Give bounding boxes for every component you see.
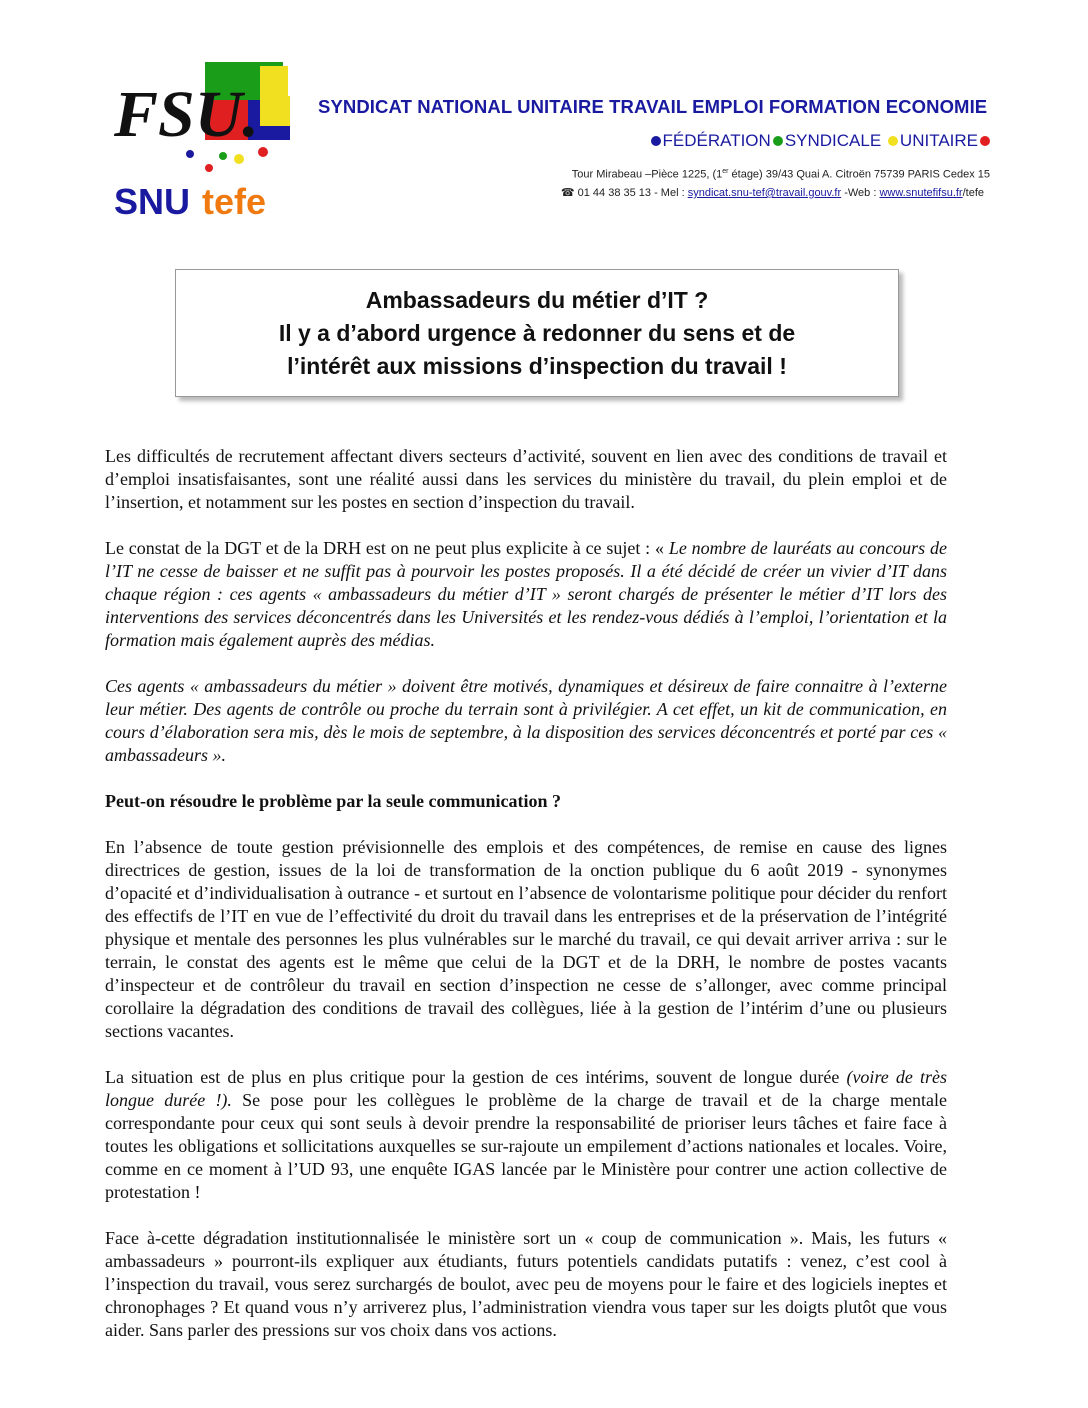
title-line-3: l’intérêt aux missions d’inspection du travail !: [287, 352, 787, 379]
contact-line: [561, 186, 984, 199]
postal-address: Tour Mirabeau –Pièce 1225, (1er étage) 39/43 Quai A. Citroën 75739 PARIS Cedex 15: [571, 168, 990, 181]
logo-yellow-block-2: [260, 96, 290, 126]
fsu-snu-tefe-logo: [110, 56, 300, 221]
paragraph-5: La situation est de plus en plus critique pour la gestion de ces intérims, souvent de longue durée (voire de très longue durée !). Se pose pour les collègues le problème de la charge de travail et de la charge mentale correspondante pour ceux qui sont seuls à devoir prendre la responsabilité de prioriser leurs tâches et faire face à toutes les obligations et sollicitations auxquelles se sur-rajoute un empilement d’actions nationales et locales. Voire, comme en ce moment à l’UD 93, une enquête IGAS lancée par le Ministère pour contrer une action collective de protestation !: [105, 1067, 947, 1202]
yellow-dot-icon: [888, 136, 898, 146]
logo-tefe-text: tefe: [202, 181, 267, 221]
syndicale-word: SYNDICALE: [784, 131, 882, 150]
federation-line: [649, 131, 993, 151]
paragraph-3: Ces agents « ambassadeurs du métier » doivent être motivés, dynamiques et désireux de faire connaitre à l’externe leur métier. Des agents de contrôle ou proche du terrain sont à privilégier. A cet effet, un kit de communication, en cours d’élaboration sera mis, dès le mois de septembre, à la disposition des services déconcentrés et porté par ces « ambassadeurs ».: [105, 676, 947, 765]
organization-name: SYNDICAT NATIONAL UNITAIRE TRAVAIL EMPLOI FORMATION ECONOMIE: [318, 96, 988, 117]
email-link[interactable]: syndicat.snu-tef@travail.gouv.fr: [687, 187, 842, 199]
section-heading: Peut-on résoudre le problème par la seule communication ?: [105, 791, 561, 811]
logo-fsu-text: FSU.: [114, 78, 259, 151]
logo-snu-text: SNU: [114, 181, 191, 221]
paragraph-1: Les difficultés de recrutement affectant divers secteurs d’activité, souvent en lien avec des conditions de travail et d’emploi insatisfaisantes, sont une réalité aussi dans les services du ministère du travail, du plein emploi et de l’insertion, et notamment sur les postes en section d’inspection du travail.: [105, 446, 947, 512]
paragraph-2: Le constat de la DGT et de la DRH est on ne peut plus explicite à ce sujet : « Le nombre de lauréats au concours de l’IT ne cesse de baisser et ne suffit pas à pourvoir les postes proposés. Il a été décidé de créer un vivier d’IT dans chaque région : ces agents « ambassadeurs du métier d’IT » seront chargés de présenter le métier d’IT lors des interventions des services déconcentrés dans les Universités et les rendez-vous dédiés à l’emploi, l’orientation et la formation mais également auprès des médias.: [105, 538, 947, 650]
title-line-1: Ambassadeurs du métier d’IT ?: [365, 286, 709, 313]
paragraph-6: Face à-cette dégradation institutionnalisée le ministère sort un « coup de communication ». Mais, les futurs « ambassadeurs » pourront-ils expliquer aux étudiants, futurs potentiels candidats putatifs : venez, c’est cool à l’inspection du travail, vous serez surchargés de boulot, avec peu de moyens pour le faire et des logiciels ineptes et chronophages ? Et quand vous n’y arriverez plus, l’administration viendra vous taper sur les doigts plutôt que vous aider. Sans parler des pressions sur vos choix dans vos actions.: [105, 1228, 947, 1340]
title-box: [175, 269, 899, 397]
paragraph-4: En l’absence de toute gestion prévisionnelle des emplois et des compétences, de remise en cause des lignes directrices de gestion, issues de la loi de transformation de la onction publique du 6 août 2019 - synonymes d’opacité et d’individualisation à outrance - et surtout en l’absence de volontarisme politique pour décider du renfort des effectifs de l’IT en vue de l’effectivité du droit du travail dans les entreprises et de la préservation de l’intégrité physique et mentale des personnes les plus vulnérables sur le marché du travail, ce qui devait arriver arriva : sur le terrain, le constat des agents est le même que celui de la DGT et de la DRH, le nombre de postes vacants d’inspecteur et de contrôleur du travail en section d’inspection ne cesse de s’allonger, avec comme principal corollaire la dégradation des conditions de travail des collègues, liée à la gestion de l’intérim d’une ou plusieurs sections vacantes.: [105, 837, 947, 1041]
article-body: [105, 445, 947, 1365]
red-dot-icon: [980, 136, 990, 146]
title-line-2: Il y a d’abord urgence à redonner du sens et de: [278, 319, 796, 346]
website-link[interactable]: www.snutefifsu.fr: [879, 187, 963, 199]
green-dot-icon: [773, 136, 783, 146]
federation-word: FÉDÉRATION: [662, 131, 771, 150]
web-suffix: /tefe: [962, 187, 984, 199]
unitaire-word: UNITAIRE: [899, 131, 978, 150]
blue-dot-icon: [651, 136, 661, 146]
phone-text: 01 44 38 35 13 - Mel :: [574, 187, 688, 199]
phone-icon: ☎: [560, 187, 575, 199]
web-label: -Web :: [841, 187, 880, 199]
